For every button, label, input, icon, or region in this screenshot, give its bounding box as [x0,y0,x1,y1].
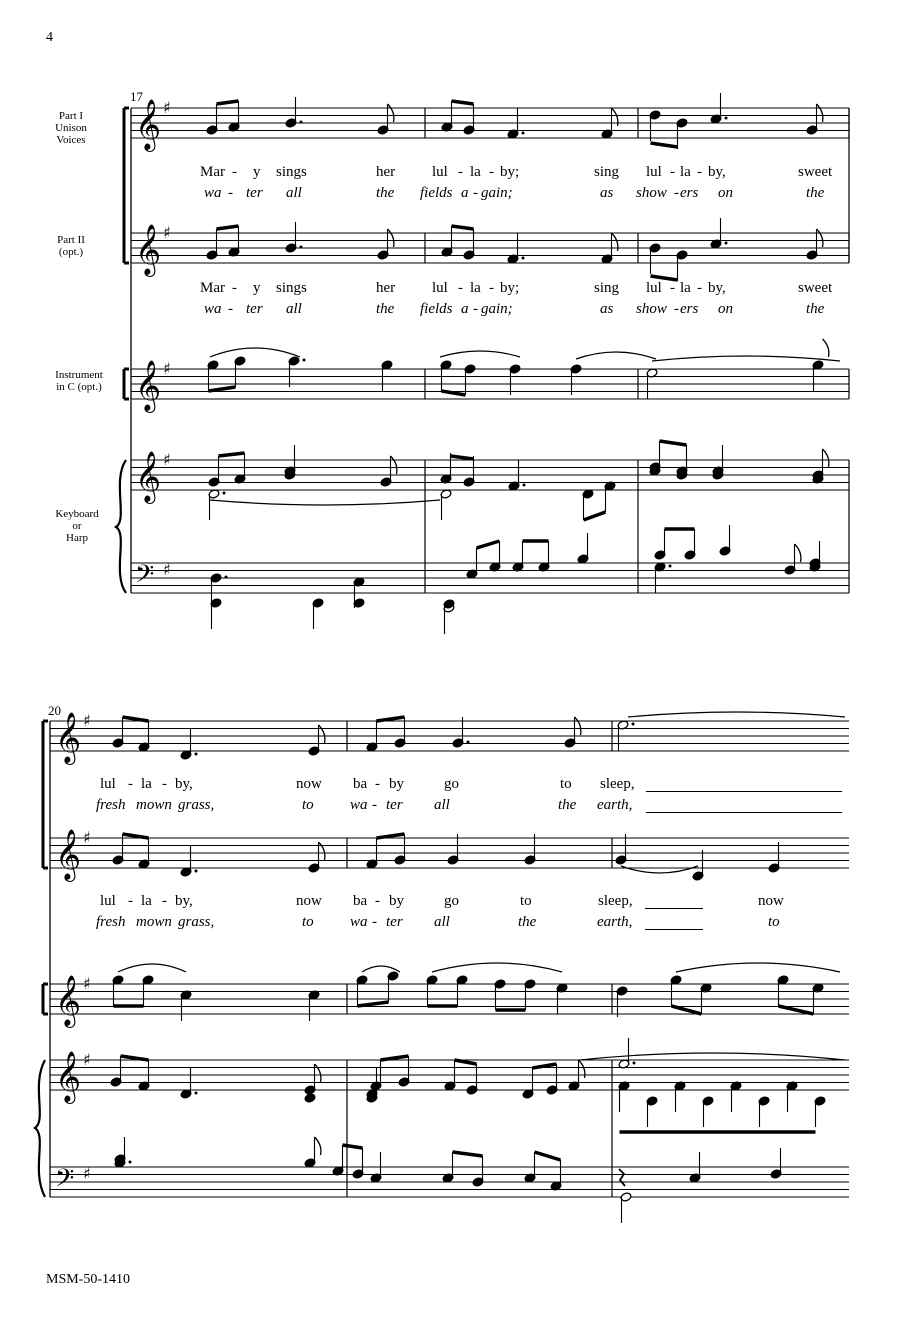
lyric-syllable: la [470,280,481,296]
augmentation-dot [522,257,525,260]
lyric-syllable: fields [420,185,453,201]
lyric-hyphen: - [375,776,380,792]
lyric-hyphen: - [697,280,702,296]
beam [123,834,149,838]
lyric-syllable: as [600,185,614,201]
lyric-hyphen: - [473,301,478,317]
augmentation-dot [725,242,728,245]
lyric-syllable: sings [276,164,307,180]
beam [358,1002,389,1006]
lyric-syllable: all [286,301,302,317]
flag [817,104,823,122]
augmentation-dot [300,246,303,249]
flag [391,456,397,474]
treble-clef: 𝄞 [55,975,82,1026]
slur [576,352,656,359]
beam [217,101,239,104]
key-signature-sharp: ♯ [83,1164,91,1183]
lyric-syllable: to [302,914,314,930]
treble-clef: 𝄞 [55,1051,82,1102]
lyric-hyphen: - [670,164,675,180]
flag [315,1064,321,1082]
lyric-syllable: all [434,797,450,813]
lyric-syllable: go [444,893,459,909]
key-signature-sharp: ♯ [163,560,171,579]
beam [451,456,474,459]
flag [823,339,829,357]
part1-label: Part I Unison Voices [55,110,87,146]
slur [210,348,300,357]
lyric-syllable: ers [680,301,699,317]
lyric-syllable: the [376,185,395,201]
beam [123,717,149,721]
lyric-hyphen: - [372,797,377,813]
lyric-syllable: grass, [178,797,215,813]
lyric-syllable: sleep, [600,776,635,792]
keyboard-label: Keyboard or Harp [55,508,99,544]
treble-clef: 𝄞 [135,451,162,502]
lyric-syllable: by, [175,776,193,792]
key-signature-sharp: ♯ [83,974,91,993]
lyric-syllable: show [636,301,667,317]
lyric-syllable: on [718,185,733,201]
lyric-hyphen: - [473,185,478,201]
slur [440,351,520,357]
augmentation-dot [522,132,525,135]
lyric-syllable: a [461,185,469,201]
measure-number-17: 17 [130,89,143,104]
slur [118,964,186,972]
flag [319,725,325,743]
beam [477,541,500,548]
lyric-syllable: go [444,776,459,792]
lyric-hyphen: - [372,914,377,930]
lyric-syllable: lul [432,280,448,296]
lyric-hyphen: - [232,280,237,296]
augmentation-dot [195,1092,198,1095]
lyric-syllable: by, [175,893,193,909]
augmentation-dot [725,117,728,120]
page-number: 4 [46,30,53,45]
lyric-syllable: by [389,893,404,909]
instrument-bracket [43,984,48,1014]
lyric-syllable: la [680,164,691,180]
beam [584,512,606,520]
lyric-syllable: lul [100,776,116,792]
key-signature-sharp: ♯ [163,223,171,242]
lyric-syllable: y [253,164,261,180]
beam [121,1056,149,1060]
lyric-hyphen: - [375,893,380,909]
lyric-syllable: the [518,914,537,930]
lyric-syllable: wa [350,797,368,813]
lyric-syllable: mown [136,914,172,930]
lyric-syllable: la [141,893,152,909]
lyric-syllable: fresh [96,797,126,813]
beam [779,1006,814,1014]
lyric-hyphen: - [670,280,675,296]
notehead [304,1093,316,1103]
lyric-syllable: the [806,301,825,317]
lyric-syllable: as [600,301,614,317]
lyric-syllable: Mar [200,164,225,180]
key-signature-sharp: ♯ [163,98,171,117]
augmentation-dot [523,484,526,487]
lyric-syllable: lul [432,164,448,180]
measure-number-20: 20 [48,703,61,718]
augmentation-dot [225,576,228,579]
lyric-syllable: by, [708,164,726,180]
treble-clef: 𝄞 [135,224,162,275]
augmentation-dot [467,741,470,744]
lyric-syllable: la [680,280,691,296]
lyric-syllable: a [461,301,469,317]
lyric-syllable: earth, [597,797,633,813]
beam [377,717,405,721]
choir-bracket [43,721,48,868]
beam [219,453,245,456]
lyric-syllable: sweet [798,280,833,296]
lyric-hyphen: - [232,164,237,180]
lyric-syllable: Mar [200,280,225,296]
augmentation-dot [195,870,198,873]
augmentation-dot [632,723,635,726]
lyric-syllable: lul [646,280,662,296]
lyric-syllable: fields [420,301,453,317]
beam [452,226,474,229]
key-signature-sharp: ♯ [83,711,91,730]
slur [676,963,840,972]
beam [651,276,678,280]
augmentation-dot [633,1062,636,1065]
flag [388,229,394,247]
flag [315,1137,321,1155]
lyric-syllable: the [806,185,825,201]
lyric-hyphen: - [489,280,494,296]
instrument-label: Instrument in C (opt.) [55,369,103,393]
treble-clef: 𝄞 [135,360,162,411]
lyric-syllable: grass, [178,914,215,930]
lyric-hyphen: - [458,280,463,296]
lyric-hyphen: - [128,776,133,792]
lyric-syllable: sing [594,280,620,296]
lyric-syllable: now [296,893,322,909]
slur [621,866,698,873]
lyric-syllable: lul [646,164,662,180]
beam [452,101,474,104]
flag [817,229,823,247]
lyric-syllable: the [558,797,577,813]
lyric-syllable: her [376,280,396,296]
slur [628,712,845,717]
lyric-hyphen: - [458,164,463,180]
lyric-syllable: ter [386,797,403,813]
choir-bracket [124,108,129,263]
lyric-syllable: to [768,914,780,930]
flag [575,717,581,735]
lyric-syllable: by; [500,280,520,296]
lyric-syllable: ter [246,301,263,317]
keyboard-brace [116,460,126,593]
lyric-syllable: lul [100,893,116,909]
beam [343,1145,363,1148]
lyric-syllable: ba [353,776,368,792]
lyric-syllable: to [302,797,314,813]
key-signature-sharp: ♯ [83,1050,91,1069]
lyric-syllable: show [636,185,667,201]
treble-clef: 𝄞 [55,829,82,880]
lyric-syllable: earth, [597,914,633,930]
beam [672,1006,702,1014]
keyboard-brace [35,1060,45,1197]
lyric-syllable: now [296,776,322,792]
lyric-syllable: wa [204,301,222,317]
flag [388,104,394,122]
lyric-hyphen: - [228,185,233,201]
lyric-syllable: by, [708,280,726,296]
slur [580,1053,845,1060]
flag [823,449,829,467]
beam [660,441,687,445]
lyric-syllable: sing [594,164,620,180]
quarter-rest [619,1169,625,1186]
slur [652,356,840,361]
lyric-syllable: the [376,301,395,317]
augmentation-dot [129,1161,132,1164]
lyric-syllable: fresh [96,914,126,930]
instrument-bracket [124,369,129,399]
lyric-hyphen: - [489,164,494,180]
beam [217,226,239,229]
augmentation-dot [303,359,306,362]
key-signature-sharp: ♯ [163,359,171,378]
bass-clef: 𝄢 [135,560,155,595]
lyric-syllable: to [520,893,532,909]
lyric-hyphen: - [128,893,133,909]
lyric-hyphen: - [162,776,167,792]
slur [210,500,440,505]
flag [319,842,325,860]
lyric-syllable: ter [386,914,403,930]
beam [209,387,236,391]
lyric-syllable: sleep, [598,893,633,909]
augmentation-dot [195,753,198,756]
slur [432,963,562,972]
lyric-syllable: ers [680,185,699,201]
beam [455,1060,477,1064]
key-signature-sharp: ♯ [83,828,91,847]
slur [362,966,400,972]
lyric-syllable: all [286,185,302,201]
lyric-hyphen: - [162,893,167,909]
lyric-syllable: y [253,280,261,296]
flag [795,544,801,562]
beam [377,834,405,838]
lyric-syllable: on [718,301,733,317]
treble-clef: 𝄞 [135,99,162,150]
lyric-syllable: sings [276,280,307,296]
bass-clef: 𝄢 [55,1164,75,1199]
augmentation-dot [300,121,303,124]
augmentation-dot [669,565,672,568]
part2-label: Part II (opt.) [57,234,85,258]
lyric-syllable: gain; [481,301,513,317]
treble-clef: 𝄞 [55,712,82,763]
beam [535,1152,561,1160]
lyric-syllable: mown [136,797,172,813]
lyric-syllable: ba [353,893,368,909]
lyric-hyphen: - [674,185,679,201]
key-signature-sharp: ♯ [163,450,171,469]
lyric-syllable: all [434,914,450,930]
beam [381,1056,409,1060]
lyric-syllable: by [389,776,404,792]
beam [651,143,678,147]
lyric-syllable: wa [204,185,222,201]
lyric-hyphen: - [228,301,233,317]
catalog-number: MSM-50-1410 [46,1272,131,1287]
lyric-syllable: la [470,164,481,180]
augmentation-dot [223,492,226,495]
beam [453,1152,483,1156]
lyric-hyphen: - [674,301,679,317]
lyric-syllable: gain; [481,185,513,201]
lyric-syllable: la [141,776,152,792]
lyric-syllable: to [560,776,572,792]
lyric-syllable: now [758,893,784,909]
lyric-hyphen: - [697,164,702,180]
lyric-syllable: sweet [798,164,833,180]
lyric-syllable: ter [246,185,263,201]
lyric-syllable: her [376,164,396,180]
lyric-syllable: by; [500,164,520,180]
lyric-syllable: wa [350,914,368,930]
